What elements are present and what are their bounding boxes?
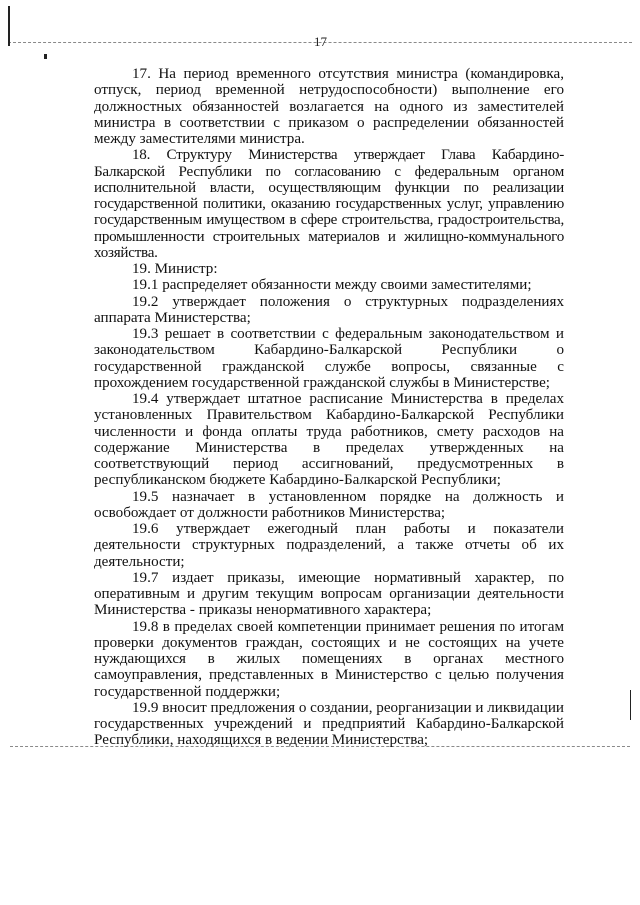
paragraph-19: 19. Министр: [132,261,218,277]
paragraph-19-6: 19.6 утверждает ежегодный план работы и показатели деятельности структурных подразделений, а также отчеты об их деятельности; [94,521,564,570]
paragraph-19-1: 19.1 распределяет обязанности между своими заместителями; [132,277,532,294]
paragraph-19-3: 19.3 решает в соответствии с федеральным законодательством и законодательством Кабардино-Балкарской Республики о государственной гражданской службе вопросы, связанные с прохождением государственной гражданской службы в Министерстве; [94,326,564,391]
paragraph-19-4: 19.4 утверждает штатное расписание Министерства в пределах установленных Правительством Кабардино-Балкарской Республики численности и фонда оплаты труда работников, смету расходов на содержание Министерства в пределах утвержденных на соответствующий период ассигнований, предусмотренных в республиканском бюджете Кабардино-Балкарской Республики; [94,391,564,489]
paragraph-19-7: 19.7 издает приказы, имеющие нормативный характер, по оперативным и другим текущим вопросам организации деятельности Министерства - приказы ненормативного характера; [94,569,564,619]
page-number: 17 [314,34,327,49]
paragraph-19-9: 19.9 вносит предложения о создании, реорганизации и ликвидации государственных учреждений и предприятий Кабардино-Балкарской Республики, находящихся в ведении Министерства; [94,699,564,749]
scan-mark-dot [44,54,47,59]
document-body [94,66,564,749]
paragraph-19-5: 19.5 назначает в установленном порядке на должность и освобождает от должности работников Министерства; [94,488,564,521]
paragraph-19-2: 19.2 утверждает положения о структурных подразделениях аппарата Министерства; [94,293,564,326]
paragraph-17: 17. На период временного отсутствия министра (командировка, отпуск, период временной нетрудоспособности) выполнение его должностных обязанностей возлагается на одного из заместителей министра в соответствии с приказом о распределении обязанностей между заместителями министра. [94,66,564,147]
paragraph-19-8: 19.8 в пределах своей компетенции принимает решения по итогам проверки документов граждан, состоящих и не состоящих на учете нуждающихся в жилых помещениях в органах местного самоуправления, представленных в Министерство с целью получения государственной поддержки; [94,618,564,700]
scan-mark-left [8,6,10,46]
paragraph-18: 18. Структуру Министерства утверждает Глава Кабардино-Балкарской Республики по согласованию с федеральным органом исполнительной власти, осуществляющим функции по реализации государственной политики, оказанию государственных услуг, управлению государственным имуществом в сфере строительства, градостроительства, промышленности строительных материалов и жилищно-коммунального хозяйства. [94,147,564,261]
scan-mark-right [630,690,631,720]
